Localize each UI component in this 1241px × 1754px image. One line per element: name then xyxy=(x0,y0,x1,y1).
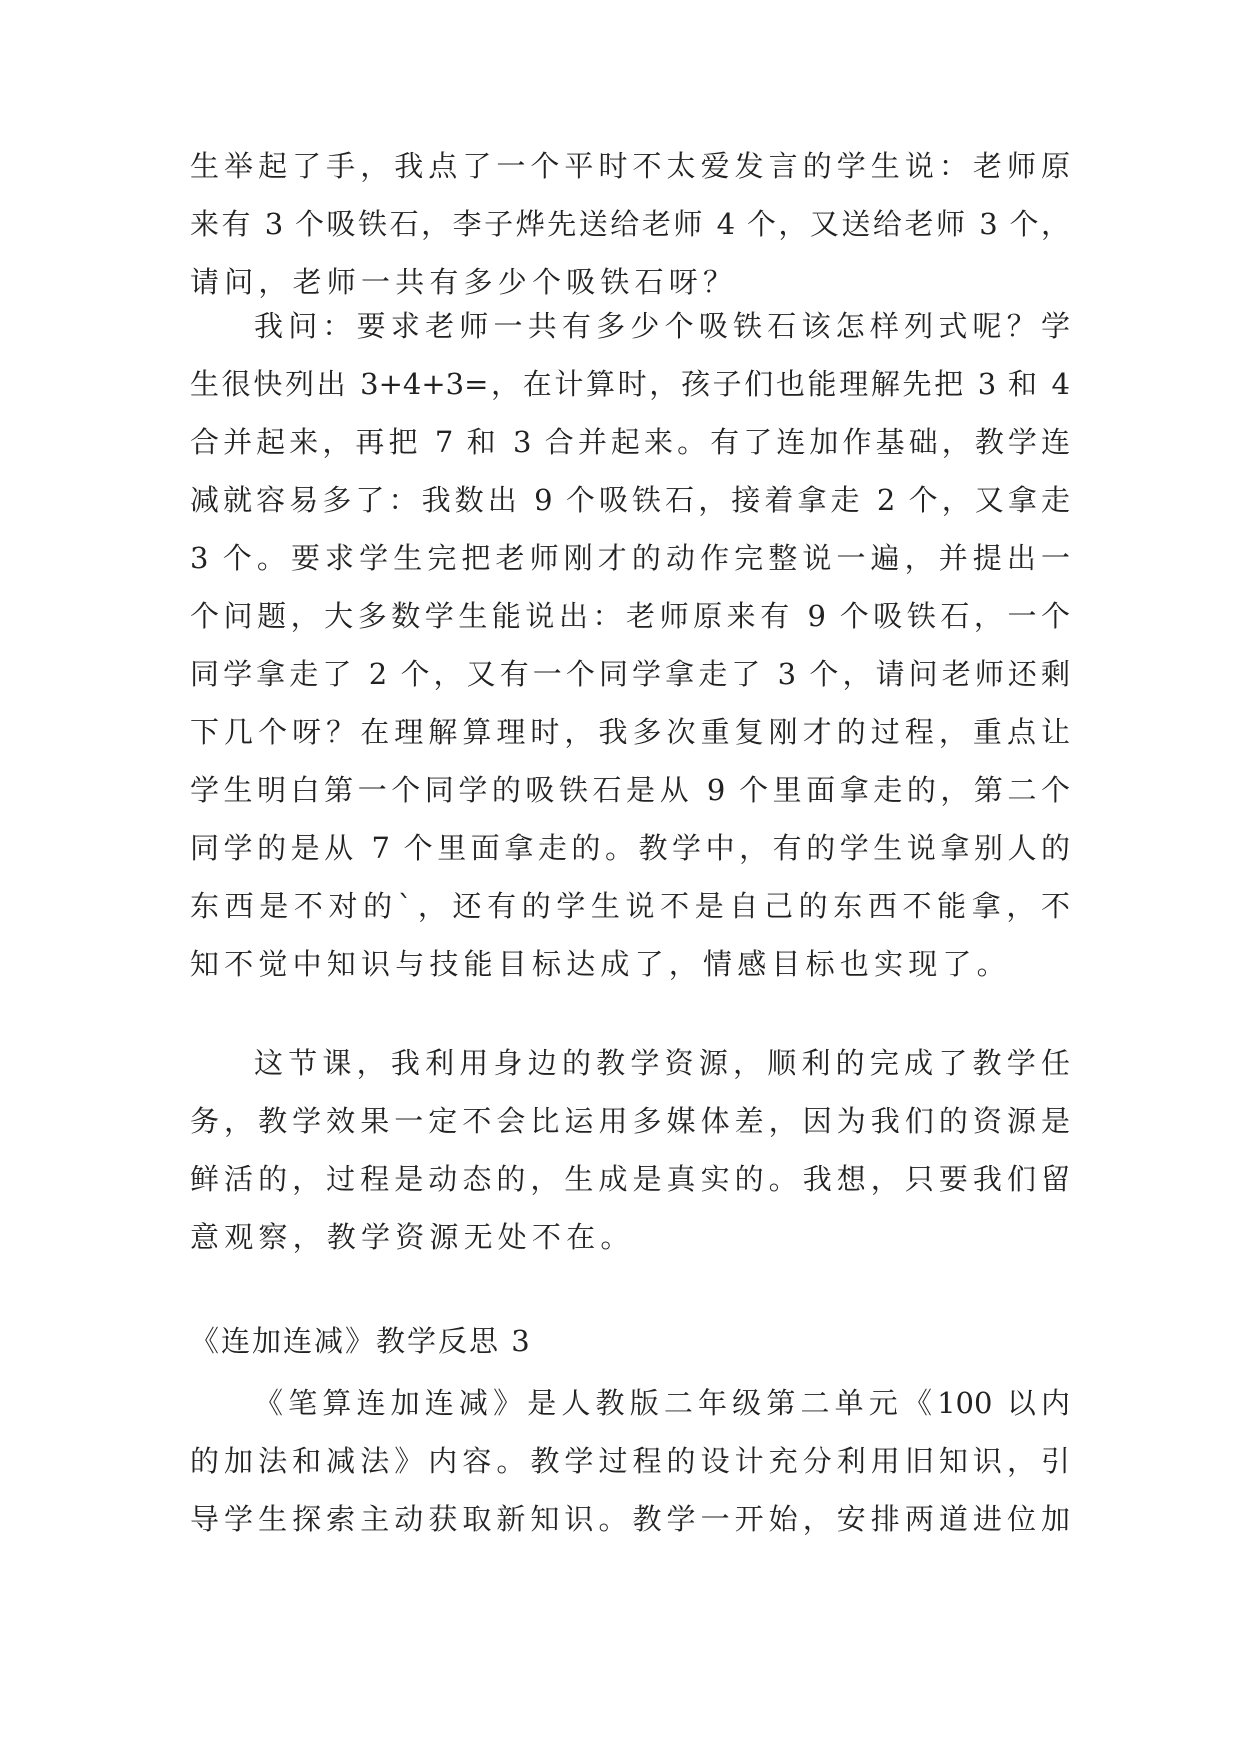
paragraph-line: 我问：要求老师一共有多少个吸铁石该怎样列式呢？学 xyxy=(254,309,1070,343)
paragraph-line: 合并起来，再把 7 和 3 合并起来。有了连加作基础，教学连 xyxy=(190,425,1070,459)
paragraph-line: 同学的是从 7 个里面拿走的。教学中，有的学生说拿别人的 xyxy=(190,831,1070,865)
paragraph-line: 的加法和减法》内容。教学过程的设计充分利用旧知识，引 xyxy=(190,1444,1070,1478)
paragraph-line: 知不觉中知识与技能目标达成了，情感目标也实现了。 xyxy=(190,947,1011,981)
section-heading-block xyxy=(190,1312,1070,1370)
paragraph-line: 导学生探索主动获取新知识。教学一开始，安排两道进位加 xyxy=(190,1502,1070,1536)
section-paragraph xyxy=(190,1374,1070,1548)
paragraph-line: 下几个呀？在理解算理时，我多次重复刚才的过程，重点让 xyxy=(190,715,1070,749)
paragraph-2 xyxy=(190,297,1070,993)
paragraph-3 xyxy=(190,1034,1070,1266)
paragraph-line: 生很快列出 3+4+3=，在计算时，孩子们也能理解先把 3 和 4 xyxy=(190,367,1070,401)
paragraph-line: 来有 3 个吸铁石，李子烨先送给老师 4 个，又送给老师 3 个， xyxy=(190,207,1070,241)
paragraph-line: 务，教学效果一定不会比运用多媒体差，因为我们的资源是 xyxy=(190,1104,1070,1138)
paragraph-line: 《笔算连加连减》是人教版二年级第二单元《100 以内 xyxy=(254,1386,1070,1420)
paragraph-line: 请问，老师一共有多少个吸铁石呀？ xyxy=(190,265,738,299)
section-heading: 《连加连减》教学反思 3 xyxy=(190,1324,532,1358)
paragraph-line: 东西是不对的`，还有的学生说不是自己的东西不能拿，不 xyxy=(190,889,1070,923)
paragraph-line: 学生明白第一个同学的吸铁石是从 9 个里面拿走的，第二个 xyxy=(190,773,1070,807)
paragraph-line: 生举起了手，我点了一个平时不太爱发言的学生说：老师原 xyxy=(190,149,1070,183)
paragraph-line: 这节课，我利用身边的教学资源，顺利的完成了教学任 xyxy=(254,1046,1070,1080)
paragraph-line: 减就容易多了：我数出 9 个吸铁石，接着拿走 2 个，又拿走 xyxy=(190,483,1070,517)
paragraph-line: 个问题，大多数学生能说出：老师原来有 9 个吸铁石，一个 xyxy=(190,599,1070,633)
paragraph-line: 意观察，教学资源无处不在。 xyxy=(190,1220,635,1254)
paragraph-line: 鲜活的，过程是动态的，生成是真实的。我想，只要我们留 xyxy=(190,1162,1070,1196)
paragraph-line: 同学拿走了 2 个，又有一个同学拿走了 3 个，请问老师还剩 xyxy=(190,657,1070,691)
paragraph-line: 3 个。要求学生完把老师刚才的动作完整说一遍，并提出一 xyxy=(190,541,1070,575)
paragraph-1 xyxy=(190,137,1070,311)
